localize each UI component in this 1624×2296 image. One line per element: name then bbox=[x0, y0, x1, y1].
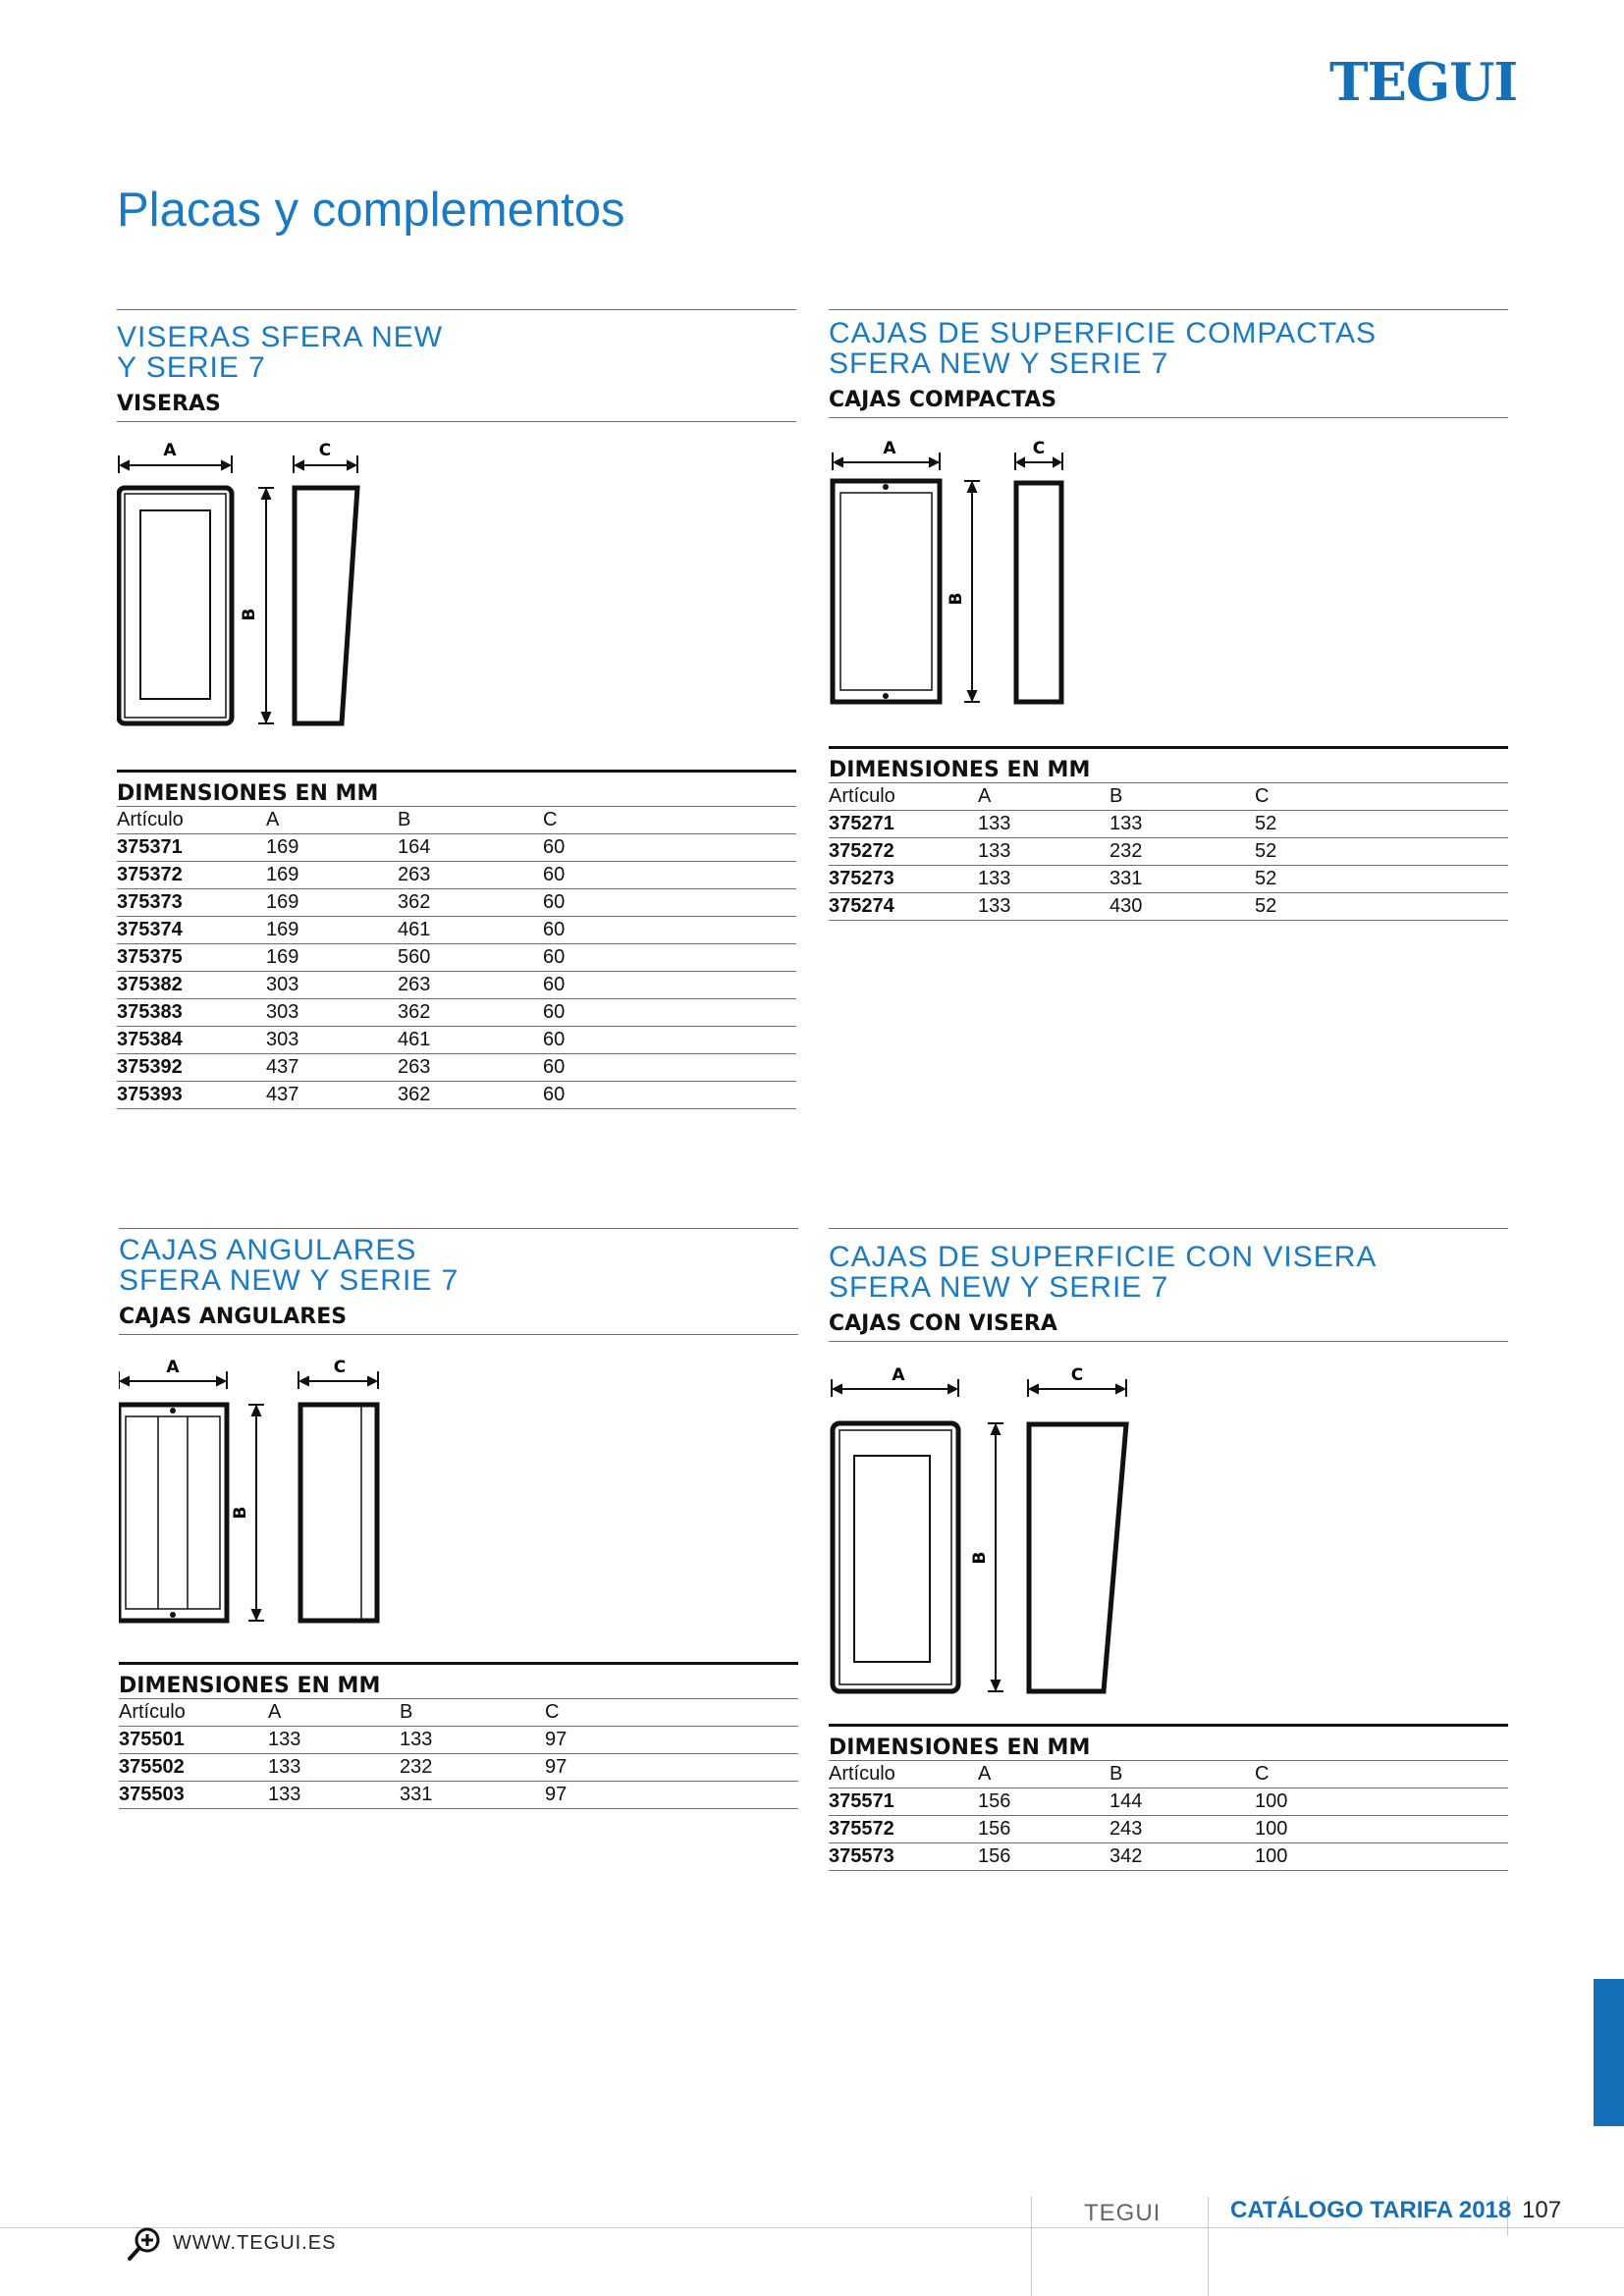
cell-a: 437 bbox=[266, 1056, 299, 1078]
cell-articulo: 375572 bbox=[829, 1818, 894, 1840]
dims-title: DIMENSIONES EN MM bbox=[117, 781, 796, 807]
dimensions-table bbox=[117, 770, 796, 1109]
table-row bbox=[119, 1782, 798, 1809]
cell-c: 52 bbox=[1255, 868, 1277, 889]
cell-c: 52 bbox=[1255, 840, 1277, 862]
dims-rule bbox=[829, 746, 1508, 749]
cell-articulo: 375375 bbox=[117, 946, 183, 968]
dimensions-table bbox=[119, 1662, 798, 1809]
table-row bbox=[829, 838, 1508, 866]
col-header-a: A bbox=[978, 1763, 992, 1785]
dims-title: DIMENSIONES EN MM bbox=[829, 1735, 1508, 1761]
viseras-diagram bbox=[117, 442, 411, 746]
section-heading bbox=[119, 1235, 798, 1296]
front-plate-outline bbox=[119, 488, 232, 723]
cell-articulo: 375393 bbox=[117, 1084, 183, 1105]
footer-divider-2 bbox=[1208, 2197, 1209, 2296]
cell-b: 430 bbox=[1110, 895, 1143, 917]
cell-a: 133 bbox=[978, 868, 1011, 889]
cell-b: 232 bbox=[1110, 840, 1143, 862]
dim-c-label: C bbox=[333, 1360, 347, 1377]
table-row bbox=[829, 1789, 1508, 1816]
side-profile bbox=[295, 488, 357, 723]
cell-articulo: 375392 bbox=[117, 1056, 183, 1078]
section-heading-line-2: SFERA NEW Y SERIE 7 bbox=[829, 1271, 1169, 1304]
col-header-c: C bbox=[1255, 1763, 1270, 1785]
col-header-articulo: Artículo bbox=[117, 809, 184, 830]
section-subheading: CAJAS CON VISERA bbox=[829, 1312, 1508, 1342]
cell-b: 362 bbox=[398, 891, 431, 913]
cell-a: 437 bbox=[266, 1084, 299, 1105]
cell-c: 97 bbox=[545, 1756, 568, 1778]
side-profile bbox=[300, 1405, 377, 1621]
table-row bbox=[117, 917, 796, 944]
cell-b: 461 bbox=[398, 1029, 431, 1050]
cell-articulo: 375573 bbox=[829, 1845, 894, 1867]
cell-a: 169 bbox=[266, 836, 299, 858]
footer-brand: TEGUI bbox=[1084, 2200, 1162, 2226]
section-rule bbox=[829, 309, 1508, 310]
col-header-c: C bbox=[1255, 785, 1270, 807]
section-angulares bbox=[119, 1228, 798, 1837]
col-header-c: C bbox=[545, 1701, 560, 1723]
dim-a-label: A bbox=[166, 1360, 180, 1377]
front-box-inner bbox=[840, 493, 932, 690]
cell-b: 144 bbox=[1110, 1790, 1143, 1812]
col-header-articulo: Artículo bbox=[829, 1763, 895, 1785]
cell-a: 133 bbox=[978, 840, 1011, 862]
section-viseras bbox=[117, 309, 796, 1114]
col-header-b: B bbox=[1110, 1763, 1123, 1785]
table-row bbox=[829, 811, 1508, 838]
section-heading-line-1: CAJAS DE SUPERFICIE CON VISERA bbox=[829, 1241, 1378, 1273]
cell-a: 133 bbox=[978, 813, 1011, 834]
table-header-row bbox=[117, 807, 796, 834]
table-row bbox=[829, 1816, 1508, 1843]
zoom-in-icon[interactable] bbox=[126, 2224, 165, 2264]
front-window bbox=[854, 1456, 930, 1662]
col-header-a: A bbox=[978, 785, 992, 807]
table-row bbox=[117, 1027, 796, 1054]
cell-b: 560 bbox=[398, 946, 431, 968]
cell-c: 60 bbox=[543, 1056, 566, 1078]
cell-a: 303 bbox=[266, 1001, 299, 1023]
cell-b: 243 bbox=[1110, 1818, 1143, 1840]
section-rule bbox=[829, 1228, 1508, 1229]
dims-title: DIMENSIONES EN MM bbox=[829, 758, 1508, 783]
front-box-inner bbox=[126, 1416, 220, 1609]
compactas-diagram bbox=[829, 441, 1123, 735]
cell-articulo: 375501 bbox=[119, 1729, 185, 1750]
dim-b-label: B bbox=[231, 1506, 250, 1520]
dimensions-table bbox=[829, 746, 1508, 921]
section-rule bbox=[117, 309, 796, 310]
col-header-b: B bbox=[398, 809, 411, 830]
cell-c: 100 bbox=[1255, 1818, 1288, 1840]
cell-c: 60 bbox=[543, 1084, 566, 1105]
table-row bbox=[119, 1754, 798, 1782]
cell-b: 164 bbox=[398, 836, 431, 858]
cell-a: 133 bbox=[268, 1784, 301, 1805]
section-con-visera bbox=[829, 1228, 1508, 1896]
cell-a: 133 bbox=[268, 1756, 301, 1778]
dim-c-label: C bbox=[1032, 441, 1046, 458]
cell-c: 60 bbox=[543, 946, 566, 968]
section-heading bbox=[829, 318, 1508, 379]
section-color-tab bbox=[1594, 1979, 1624, 2126]
cell-b: 362 bbox=[398, 1001, 431, 1023]
col-header-b: B bbox=[400, 1701, 413, 1723]
cell-c: 60 bbox=[543, 974, 566, 995]
table-row bbox=[829, 893, 1508, 921]
col-header-articulo: Artículo bbox=[829, 785, 895, 807]
footer-divider-1 bbox=[1031, 2197, 1032, 2296]
cell-c: 52 bbox=[1255, 895, 1277, 917]
cell-a: 133 bbox=[978, 895, 1011, 917]
cell-articulo: 375371 bbox=[117, 836, 183, 858]
cell-articulo: 375272 bbox=[829, 840, 894, 862]
table-header-row bbox=[829, 1761, 1508, 1789]
cell-articulo: 375271 bbox=[829, 813, 894, 834]
section-heading-line-2: SFERA NEW Y SERIE 7 bbox=[119, 1264, 460, 1297]
dimensions-table bbox=[829, 1724, 1508, 1871]
table-row bbox=[117, 1082, 796, 1109]
cell-c: 60 bbox=[543, 919, 566, 940]
dim-b-label: B bbox=[947, 592, 966, 606]
section-heading-line-1: CAJAS DE SUPERFICIE COMPACTAS bbox=[829, 317, 1377, 349]
section-subheading: CAJAS ANGULARES bbox=[119, 1306, 798, 1335]
table-row bbox=[117, 944, 796, 972]
table-row bbox=[829, 1843, 1508, 1871]
table-row bbox=[117, 834, 796, 862]
col-header-articulo: Artículo bbox=[119, 1701, 186, 1723]
dims-rule bbox=[117, 770, 796, 773]
section-heading-line-2: Y SERIE 7 bbox=[117, 351, 266, 384]
cell-articulo: 375372 bbox=[117, 864, 183, 885]
cell-articulo: 375382 bbox=[117, 974, 183, 995]
front-box-outline bbox=[119, 1405, 227, 1621]
section-heading bbox=[829, 1242, 1508, 1303]
cell-a: 169 bbox=[266, 864, 299, 885]
table-header-row bbox=[119, 1699, 798, 1727]
cell-a: 169 bbox=[266, 919, 299, 940]
cell-articulo: 375384 bbox=[117, 1029, 183, 1050]
cell-articulo: 375374 bbox=[117, 919, 183, 940]
section-heading-line-1: VISERAS SFERA NEW bbox=[117, 321, 444, 353]
cell-b: 232 bbox=[400, 1756, 433, 1778]
cell-c: 60 bbox=[543, 836, 566, 858]
front-box-outline bbox=[833, 1423, 958, 1691]
cell-b: 263 bbox=[398, 864, 431, 885]
cell-c: 97 bbox=[545, 1784, 568, 1805]
cell-a: 303 bbox=[266, 974, 299, 995]
cell-b: 263 bbox=[398, 974, 431, 995]
footer-rule bbox=[0, 2227, 1624, 2228]
cell-articulo: 375502 bbox=[119, 1756, 185, 1778]
cell-b: 133 bbox=[400, 1729, 433, 1750]
section-compactas bbox=[829, 309, 1508, 937]
page-number: 107 bbox=[1522, 2197, 1562, 2223]
tegui-logo: TEGUI bbox=[1329, 52, 1518, 113]
table-row bbox=[117, 999, 796, 1027]
page-title: Placas y complementos bbox=[117, 184, 625, 237]
table-row bbox=[117, 1054, 796, 1082]
dim-c-label: C bbox=[1070, 1365, 1084, 1385]
cell-a: 169 bbox=[266, 891, 299, 913]
cell-b: 461 bbox=[398, 919, 431, 940]
side-profile bbox=[1029, 1424, 1126, 1691]
dims-title: DIMENSIONES EN MM bbox=[119, 1674, 798, 1699]
cell-a: 303 bbox=[266, 1029, 299, 1050]
dim-b-label: B bbox=[970, 1551, 990, 1565]
cell-c: 97 bbox=[545, 1729, 568, 1750]
cell-b: 362 bbox=[398, 1084, 431, 1105]
front-window bbox=[140, 510, 210, 699]
section-subheading: CAJAS COMPACTAS bbox=[829, 389, 1508, 418]
col-header-a: A bbox=[266, 809, 280, 830]
section-rule bbox=[119, 1228, 798, 1229]
cell-a: 169 bbox=[266, 946, 299, 968]
table-row bbox=[117, 972, 796, 999]
cell-articulo: 375373 bbox=[117, 891, 183, 913]
section-heading bbox=[117, 322, 796, 383]
cell-b: 331 bbox=[400, 1784, 433, 1805]
cell-c: 100 bbox=[1255, 1790, 1288, 1812]
col-header-b: B bbox=[1110, 785, 1123, 807]
section-heading-line-2: SFERA NEW Y SERIE 7 bbox=[829, 347, 1169, 380]
section-subheading: VISERAS bbox=[117, 393, 796, 422]
front-box-outline bbox=[833, 481, 940, 702]
footer-catalog-title: CATÁLOGO TARIFA 2018 bbox=[1230, 2197, 1512, 2223]
cell-b: 263 bbox=[398, 1056, 431, 1078]
table-row bbox=[117, 889, 796, 917]
col-header-c: C bbox=[543, 809, 558, 830]
dim-b-label: B bbox=[240, 608, 259, 621]
section-heading-line-1: CAJAS ANGULARES bbox=[119, 1234, 417, 1266]
cell-articulo: 375274 bbox=[829, 895, 894, 917]
cell-c: 60 bbox=[543, 1029, 566, 1050]
dim-a-label: A bbox=[883, 441, 896, 458]
dims-rule bbox=[119, 1662, 798, 1665]
cell-articulo: 375503 bbox=[119, 1784, 185, 1805]
dims-rule bbox=[829, 1724, 1508, 1727]
website-link[interactable]: WWW.TEGUI.ES bbox=[173, 2232, 337, 2254]
dim-a-label: A bbox=[163, 442, 177, 460]
table-row bbox=[117, 862, 796, 889]
dim-a-label: A bbox=[892, 1365, 905, 1385]
cell-c: 60 bbox=[543, 864, 566, 885]
cell-articulo: 375571 bbox=[829, 1790, 894, 1812]
dim-c-label: C bbox=[318, 442, 332, 460]
side-profile bbox=[1016, 483, 1061, 702]
cell-c: 100 bbox=[1255, 1845, 1288, 1867]
cell-b: 331 bbox=[1110, 868, 1143, 889]
cell-b: 133 bbox=[1110, 813, 1143, 834]
cell-a: 156 bbox=[978, 1818, 1011, 1840]
cell-articulo: 375273 bbox=[829, 868, 894, 889]
angulares-diagram bbox=[119, 1360, 413, 1654]
cell-c: 60 bbox=[543, 1001, 566, 1023]
table-row bbox=[119, 1727, 798, 1754]
cell-c: 52 bbox=[1255, 813, 1277, 834]
cell-b: 342 bbox=[1110, 1845, 1143, 1867]
table-header-row bbox=[829, 783, 1508, 811]
con-visera-diagram bbox=[829, 1365, 1143, 1699]
cell-a: 156 bbox=[978, 1845, 1011, 1867]
col-header-a: A bbox=[268, 1701, 282, 1723]
cell-articulo: 375383 bbox=[117, 1001, 183, 1023]
cell-a: 156 bbox=[978, 1790, 1011, 1812]
cell-a: 133 bbox=[268, 1729, 301, 1750]
table-row bbox=[829, 866, 1508, 893]
cell-c: 60 bbox=[543, 891, 566, 913]
